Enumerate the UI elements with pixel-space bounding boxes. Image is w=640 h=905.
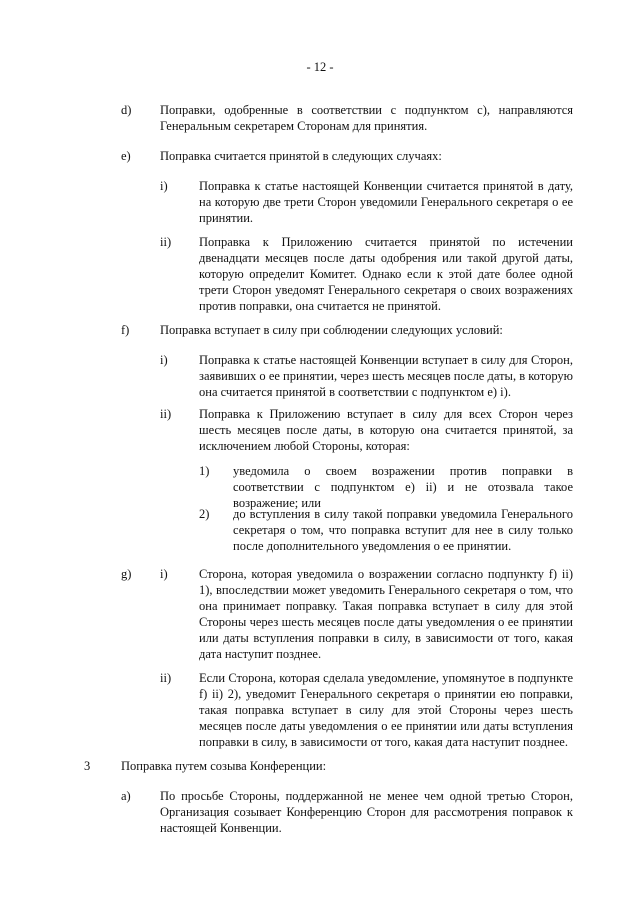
item-text-f-i: Поправка к статье настоящей Конвенции вступает в силу для Сторон, заявивших о ее принятии, через шесть месяцев после даты, в которую она считается принятой в соответствии с подпунктом e) i). — [199, 353, 573, 399]
item-text-e-ii: Поправка к Приложению считается принятой по истечении двенадцати месяцев после даты одобрения или такой другой даты, которую определит Комитет. Однако если к этой дате более одной трети Сторон уведомят Генерального секретаря о своих возражениях против поправки, она считается не принятой. — [199, 235, 573, 313]
item-text-e-i: Поправка к статье настоящей Конвенции считается принятой в дату, на которую две трети Сторон уведомили Генерального секретаря о ее принятии. — [199, 179, 573, 225]
item-text-f-ii-2: до вступления в силу такой поправки уведомила Генерального секретаря о том, что поправка вступит для нее в силу только после дополнительного уведомления о ее принятии. — [233, 507, 573, 553]
item-label-e: e) — [121, 149, 131, 163]
page-number: - 12 - — [306, 60, 334, 74]
item-text-f-ii: Поправка к Приложению вступает в силу для всех Сторон через шесть месяцев после даты, в которую она считается принятой, за исключением любой Стороны, которая: — [199, 407, 573, 453]
item-text-f-ii-1: уведомила о своем возражении против поправки в соответствии с подпунктом e) ii) и не отозвала такое возражение; или — [233, 464, 573, 510]
item-label-d: d) — [121, 103, 132, 117]
item-text-e: Поправка считается принятой в следующих случаях: — [160, 149, 442, 163]
section-label-3: 3 — [84, 759, 91, 773]
item-label-f-ii-2: 2) — [199, 507, 210, 521]
item-label-e-i: i) — [160, 179, 168, 193]
item-label-g-ii: ii) — [160, 671, 172, 685]
item-text-3a: По просьбе Стороны, поддержанной не менее чем одной третью Сторон, Организация созывает Конференцию Сторон для рассмотрения поправок к настоящей Конвенции. — [160, 789, 573, 835]
item-label-e-ii: ii) — [160, 235, 172, 249]
item-label-f-ii: ii) — [160, 407, 172, 421]
item-text-d: Поправки, одобренные в соответствии с подпунктом c), направляются Генеральным секретарем Сторонам для принятия. — [160, 103, 573, 133]
item-label-g-i: i) — [160, 567, 168, 581]
item-text-g-ii: Если Сторона, которая сделала уведомление, упомянутое в подпункте f) ii) 2), уведомит Генерального секретаря о принятии ею поправки, такая поправка вступает в силу для этой Стороны через шесть месяцев после даты уведомления о ее принятии или даты вступления поправки в силу, в зависимости от того, какая дата наступит позднее. — [199, 671, 573, 749]
item-label-f: f) — [121, 323, 130, 337]
item-label-f-i: i) — [160, 353, 168, 367]
item-text-g-i: Сторона, которая уведомила о возражении согласно подпункту f) ii) 1), впоследствии может уведомить Генерального секретаря о том, что она принимает поправку. Такая поправка вступает в силу для этой Стороны через шесть месяцев после даты уведомления о ее принятии или даты вступления поправки в силу, в зависимости от того, какая дата наступит позднее. — [199, 567, 573, 661]
item-label-f-ii-1: 1) — [199, 464, 210, 478]
item-label-3a: a) — [121, 789, 131, 803]
section-text-3: Поправка путем созыва Конференции: — [121, 759, 327, 773]
item-label-g: g) — [121, 567, 132, 581]
item-text-f: Поправка вступает в силу при соблюдении следующих условий: — [160, 323, 503, 337]
